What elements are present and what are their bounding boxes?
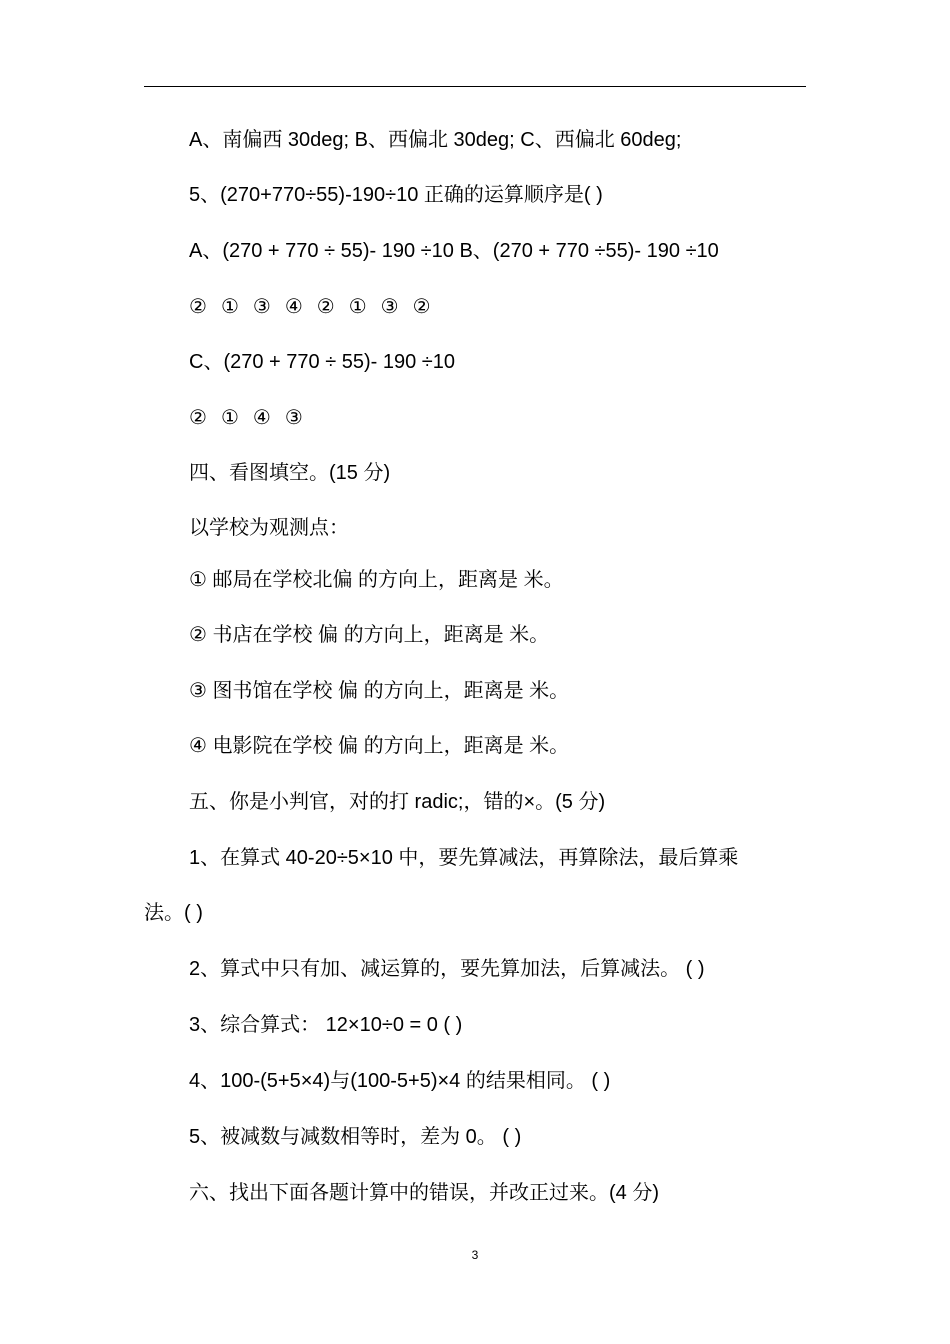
section-5-heading: 五、你是小判官，对的打 radic;，错的×。(5 分) <box>189 791 606 813</box>
circle-number: ① <box>220 407 239 429</box>
judge-item-2: 2、算式中只有加、减运算的，要先算加法，后算减法。 ( ) <box>189 958 705 980</box>
circle-number: ② <box>412 296 431 318</box>
circle-number: ① <box>220 296 239 318</box>
section-6-heading: 六、找出下面各题计算中的错误，并改正过来。(4 分) <box>189 1182 659 1204</box>
header-rule <box>144 86 806 87</box>
judge-item-4: 4、100-(5+5×4)与(100-5+5)×4 的结果相同。 ( ) <box>189 1070 611 1092</box>
observation-point-text: 以学校为观测点： <box>189 517 349 539</box>
page-number: 3 <box>471 1248 479 1262</box>
circle-number: ④ <box>284 296 303 318</box>
fill-item-cinema: ④ 电影院在学校 偏 的方向上，距离是 米。 <box>189 735 570 757</box>
fill-item-library: ③ 图书馆在学校 偏 的方向上，距离是 米。 <box>189 680 570 702</box>
circle-number: ③ <box>252 296 271 318</box>
options-line-c: C、(270 + 770 ÷ 55)- 190 ÷10 <box>189 351 455 373</box>
step-order-circles-c <box>189 405 317 431</box>
circle-number: ② <box>189 296 207 318</box>
judge-item-3: 3、综合算式： 12×10÷0 = 0 ( ) <box>189 1014 463 1036</box>
fill-item-bookstore: ② 书店在学校 偏 的方向上，距离是 米。 <box>189 624 550 646</box>
circle-number: ① <box>348 296 367 318</box>
circle-number: ② <box>189 407 207 429</box>
fill-item-post-office: ① 邮局在学校北偏 的方向上，距离是 米。 <box>189 569 564 591</box>
question-5-order: 5、(270+770÷55)-190÷10 正确的运算顺序是( ) <box>189 184 603 206</box>
options-line-direction: A、南偏西 30deg; B、西偏北 30deg; C、西偏北 60deg; <box>189 129 682 151</box>
judge-item-1: 1、在算式 40-20÷5×10 中，要先算减法，再算除法，最后算乘 <box>189 847 739 869</box>
judge-item-5: 5、被减数与减数相等时，差为 0。 ( ) <box>189 1126 522 1148</box>
circle-number: ④ <box>252 407 271 429</box>
options-line-ab: A、(270 + 770 ÷ 55)- 190 ÷10 B、(270 + 770 ÷55)- 190 ÷10 <box>189 240 719 262</box>
circle-number: ③ <box>380 296 399 318</box>
judge-item-1-continued: 法。( ) <box>144 902 203 924</box>
step-order-circles-ab <box>189 294 445 320</box>
circle-number: ③ <box>284 407 303 429</box>
circle-number: ② <box>316 296 335 318</box>
section-4-heading: 四、看图填空。(15 分) <box>189 462 391 484</box>
